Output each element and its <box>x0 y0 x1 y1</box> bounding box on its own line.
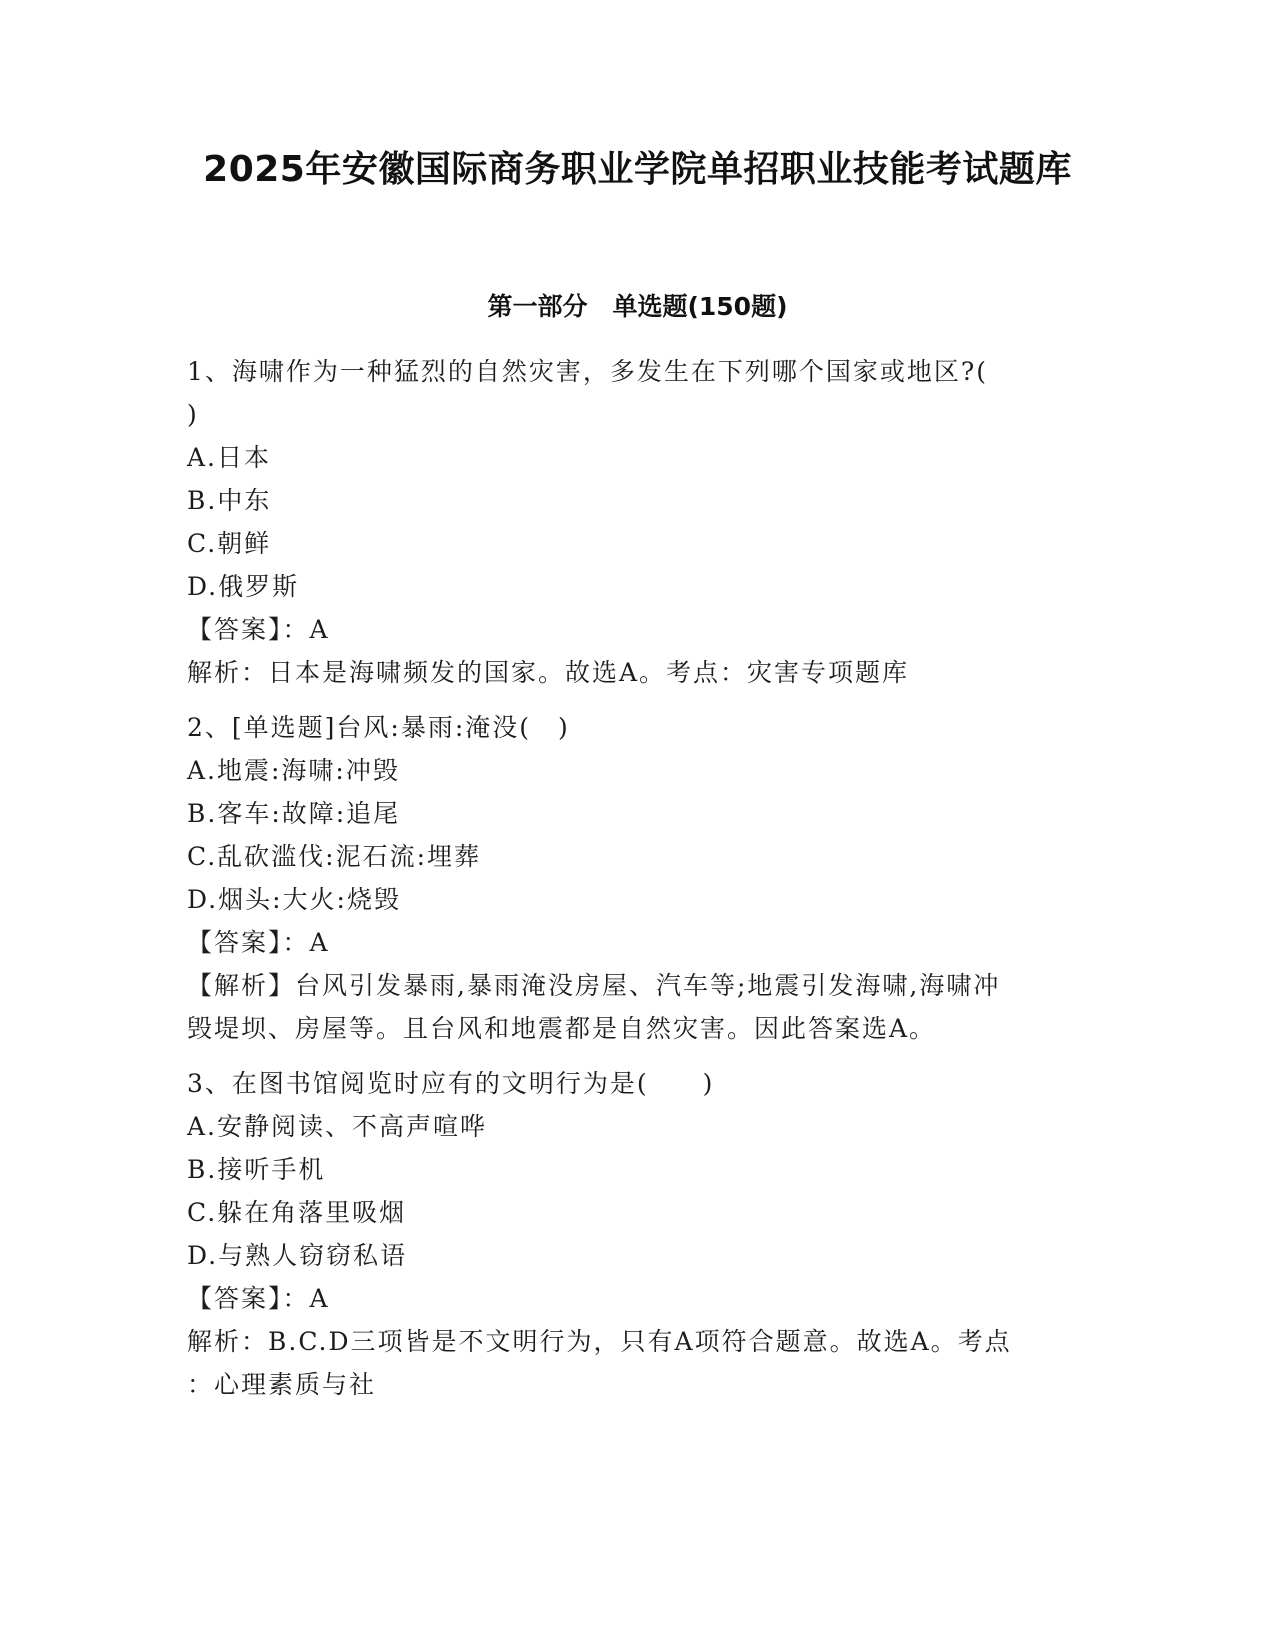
answer: 【答案】：A <box>187 1284 330 1313</box>
analysis-continued: 毁堤坝、房屋等。且台风和地震都是自然灾害。因此答案选A。 <box>187 1014 937 1043</box>
analysis: 解析：日本是海啸频发的国家。故选A。考点：灾害专项题库 <box>187 658 910 687</box>
question-list <box>187 350 1087 1418</box>
option-d: D.烟头:大火:烧毁 <box>187 885 401 914</box>
document-title: 2025年安徽国际商务职业学院单招职业技能考试题库 <box>203 149 1072 190</box>
question-stem: 1、海啸作为一种猛烈的自然灾害，多发生在下列哪个国家或地区?( <box>187 357 989 386</box>
option-d: D.俄罗斯 <box>187 572 300 601</box>
question-stem-continued: ) <box>187 400 199 429</box>
question-stem: 2、[单选题]台风:暴雨:淹没( ) <box>187 713 570 742</box>
question-stem: 3、在图书馆阅览时应有的文明行为是( ) <box>187 1069 715 1098</box>
section-title: 第一部分 单选题(150题) <box>487 292 788 321</box>
analysis-continued: ：心理素质与社 <box>187 1370 377 1399</box>
analysis: 【解析】台风引发暴雨,暴雨淹没房屋、汽车等;地震引发海啸,海啸冲 <box>187 971 1001 1000</box>
option-d: D.与熟人窃窃私语 <box>187 1241 408 1270</box>
option-c: C.朝鲜 <box>187 529 272 558</box>
option-b: B.接听手机 <box>187 1155 326 1184</box>
option-c: C.乱砍滥伐:泥石流:埋葬 <box>187 842 482 871</box>
option-b: B.中东 <box>187 486 272 515</box>
answer: 【答案】：A <box>187 615 330 644</box>
option-b: B.客车:故障:追尾 <box>187 799 401 828</box>
analysis: 解析：B.C.D三项皆是不文明行为，只有A项符合题意。故选A。考点 <box>187 1327 1012 1356</box>
question-1 <box>187 350 1087 694</box>
option-a: A.日本 <box>187 443 272 472</box>
question-2 <box>187 706 1087 1050</box>
option-c: C.躲在角落里吸烟 <box>187 1198 407 1227</box>
option-a: A.地震:海啸:冲毁 <box>187 756 400 785</box>
option-a: A.安静阅读、不高声喧哗 <box>187 1112 488 1141</box>
question-3 <box>187 1062 1087 1406</box>
answer: 【答案】：A <box>187 928 330 957</box>
